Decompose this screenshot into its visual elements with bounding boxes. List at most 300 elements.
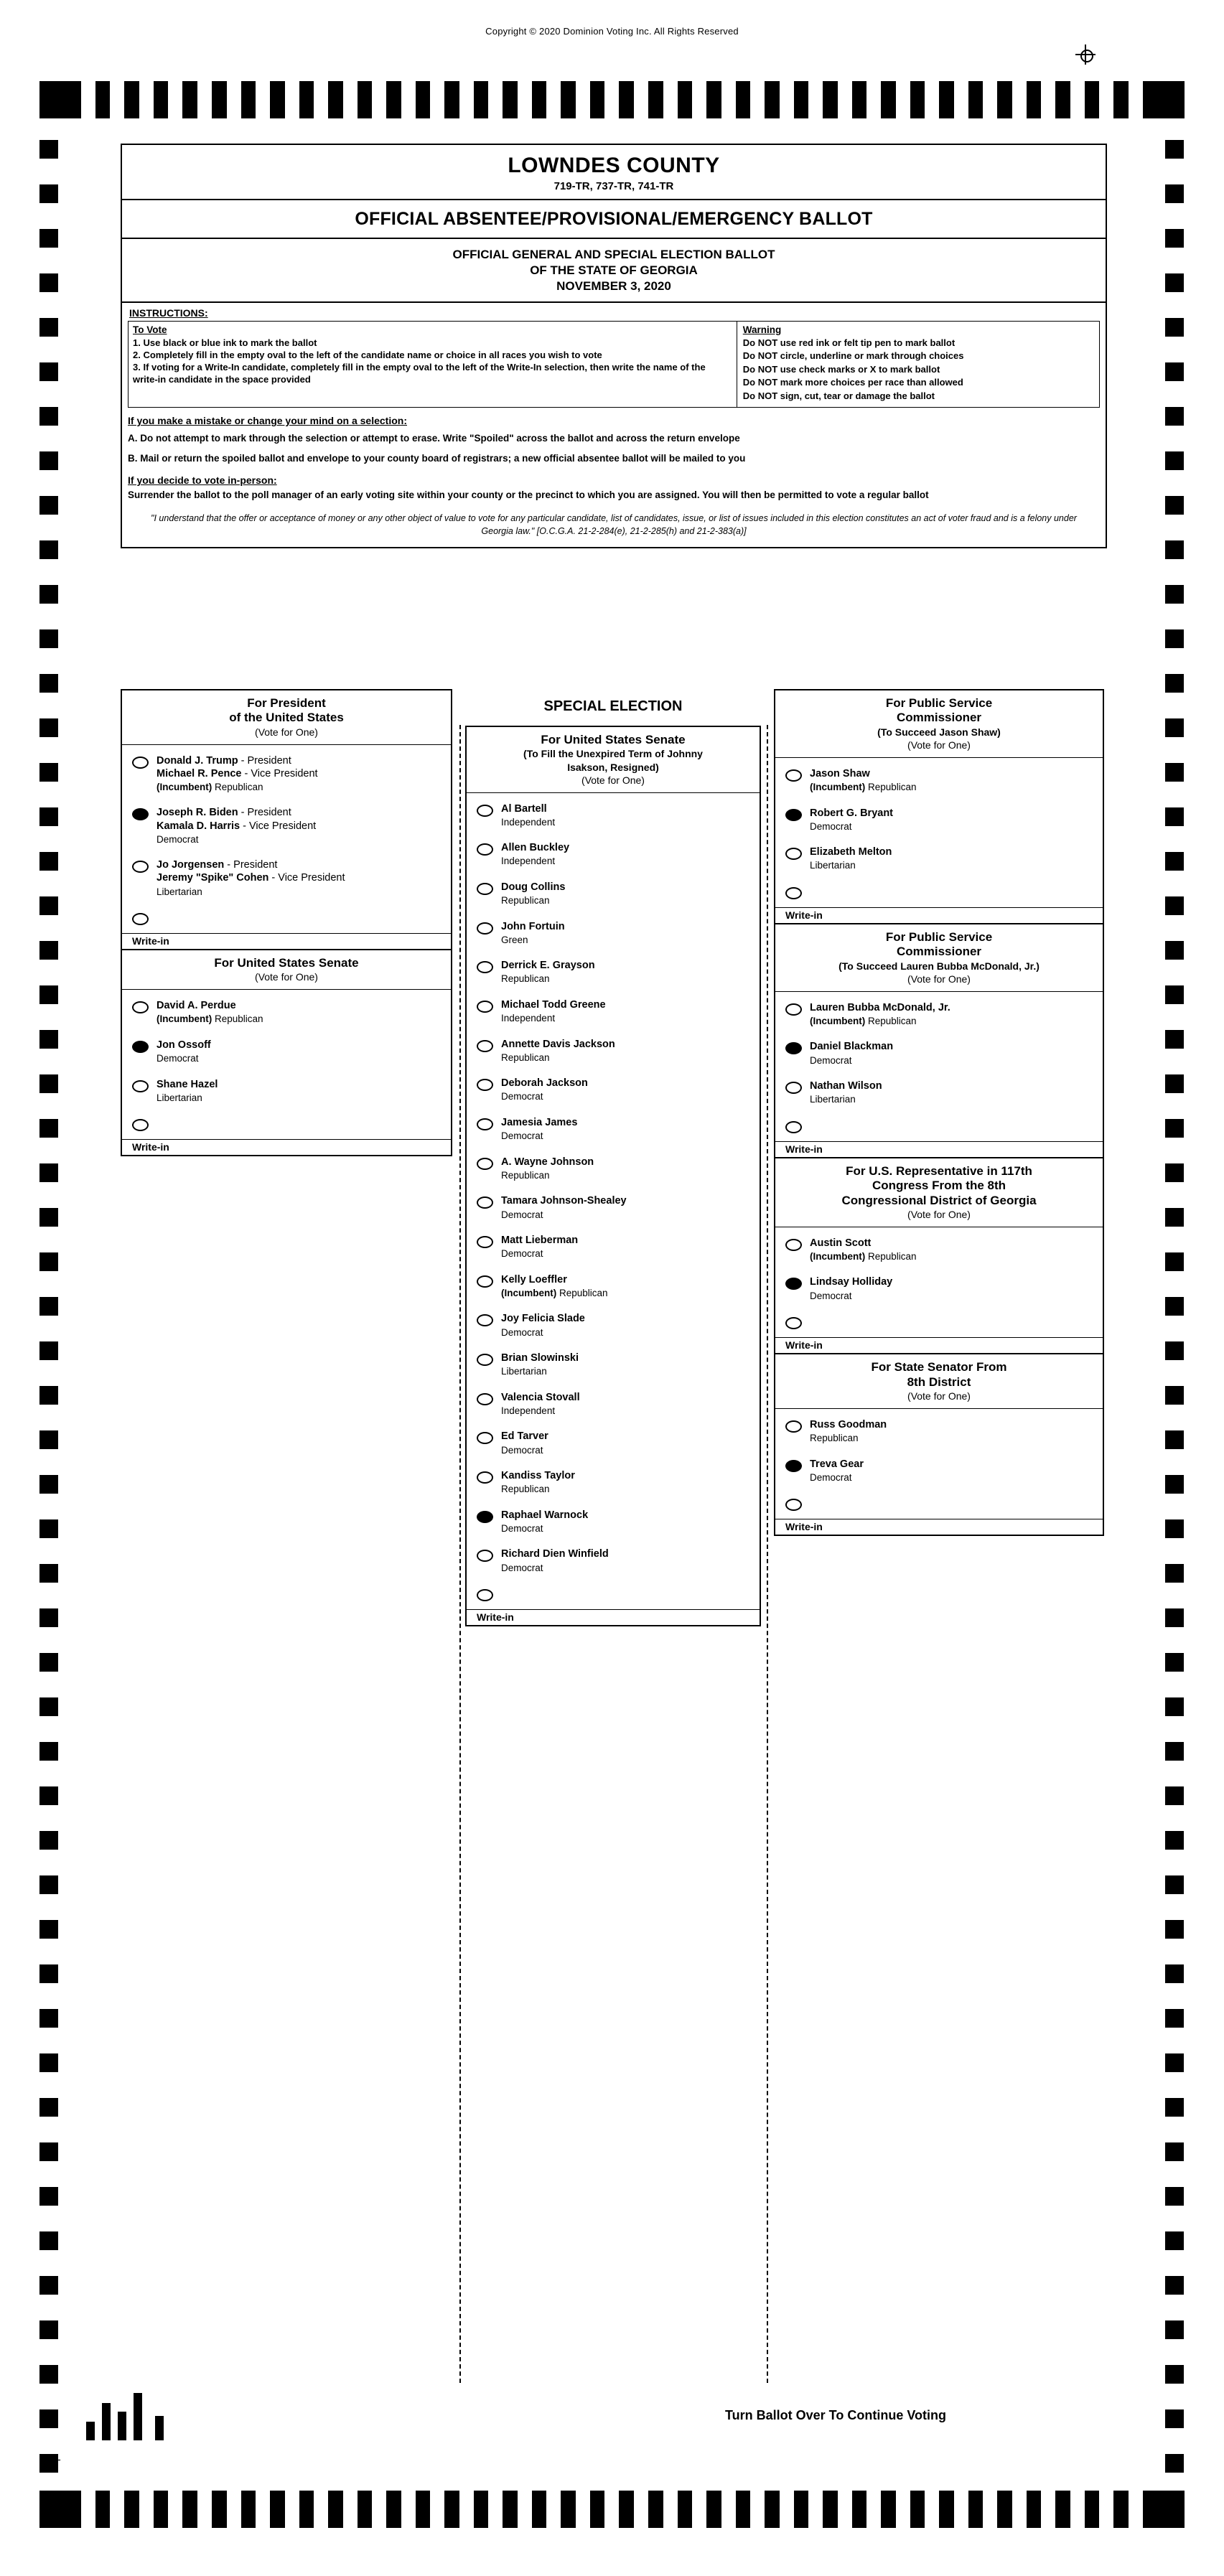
oval-empty-icon[interactable] bbox=[477, 1432, 493, 1444]
party-affiliation: Democrat bbox=[501, 1209, 543, 1220]
choice-text bbox=[810, 1079, 1098, 1106]
party-affiliation: Democrat bbox=[501, 1522, 543, 1534]
party-affiliation: (Incumbent) Republican bbox=[810, 1250, 917, 1262]
warning-line-4: Do NOT mark more choices per race than allowed bbox=[742, 377, 963, 388]
vote-for-instruction: (Vote for One) bbox=[581, 774, 645, 786]
ballot-choice[interactable] bbox=[122, 1032, 451, 1072]
in-person-heading: If you decide to vote in-person: bbox=[128, 474, 277, 486]
contest-title-line: Congressional District of Georgia bbox=[841, 1193, 1037, 1207]
ballot-column-right bbox=[774, 689, 1104, 1536]
party-affiliation: Libertarian bbox=[156, 886, 202, 897]
oval-empty-icon[interactable] bbox=[477, 1040, 493, 1052]
choice-text bbox=[810, 846, 1098, 872]
timing-mark bbox=[1165, 1653, 1184, 1672]
to-vote-line-2: 2. Completely fill in the empty oval to the left of the candidate name or choice in all races you wish to vote bbox=[133, 350, 602, 361]
timing-mark bbox=[1165, 229, 1184, 248]
oval-empty-icon[interactable] bbox=[477, 1471, 493, 1484]
choice-text bbox=[810, 1315, 1098, 1326]
contest bbox=[775, 1158, 1103, 1354]
choice-text bbox=[501, 1038, 755, 1064]
timing-mark bbox=[39, 1697, 58, 1716]
timing-mark bbox=[39, 2409, 58, 2428]
oval-empty-icon[interactable] bbox=[477, 1589, 493, 1601]
timing-mark bbox=[1165, 451, 1184, 470]
candidate-name: Doug Collins bbox=[501, 881, 566, 893]
contest bbox=[467, 727, 760, 1625]
ballot-choice[interactable] bbox=[775, 1490, 1103, 1517]
oval-empty-icon[interactable] bbox=[477, 843, 493, 856]
timing-marks-top bbox=[39, 81, 1185, 118]
county-block bbox=[122, 145, 1106, 200]
timing-mark bbox=[39, 1074, 58, 1093]
timing-marks-left bbox=[39, 140, 58, 2498]
timing-mark bbox=[1165, 718, 1184, 737]
party-affiliation: Republican bbox=[501, 895, 550, 907]
oval-filled-icon[interactable] bbox=[785, 809, 802, 821]
contest-title-line: Commissioner bbox=[896, 711, 982, 725]
timing-mark bbox=[1165, 273, 1184, 292]
timing-mark bbox=[1165, 2365, 1184, 2384]
timing-mark bbox=[1165, 1742, 1184, 1761]
oval-empty-icon[interactable] bbox=[477, 1001, 493, 1013]
timing-mark bbox=[1165, 807, 1184, 826]
ballot-choice[interactable] bbox=[467, 1070, 760, 1110]
contest-title-line: Congress From the 8th bbox=[872, 1179, 1006, 1193]
ballot-choice[interactable] bbox=[467, 1306, 760, 1345]
ballot-choice[interactable] bbox=[775, 839, 1103, 879]
candidate-name: Nathan Wilson bbox=[810, 1080, 882, 1092]
timing-mark bbox=[39, 362, 58, 381]
party-affiliation: (Incumbent) Republican bbox=[501, 1287, 608, 1298]
column-separator-right bbox=[767, 725, 768, 2383]
timing-mark bbox=[1165, 1608, 1184, 1627]
write-in-line[interactable] bbox=[810, 1119, 1098, 1130]
candidate-name: Deborah Jackson bbox=[501, 1077, 588, 1090]
ballot-choice[interactable] bbox=[775, 995, 1103, 1034]
ballot-choice[interactable] bbox=[467, 1267, 760, 1306]
timing-mark bbox=[1165, 2231, 1184, 2250]
oval-empty-icon[interactable] bbox=[132, 913, 149, 925]
mistake-line-a: A. Do not attempt to mark through the selection or attempt to erase. Write "Spoiled" across the ballot and across the return envelope bbox=[128, 433, 740, 444]
contest bbox=[775, 924, 1103, 1158]
choice-list bbox=[775, 1227, 1103, 1337]
ballot-choice[interactable] bbox=[467, 1345, 760, 1385]
timing-mark bbox=[39, 1653, 58, 1672]
timing-mark bbox=[39, 1297, 58, 1316]
party-affiliation: (Incumbent) Republican bbox=[810, 1015, 917, 1026]
timing-mark bbox=[39, 540, 58, 559]
choice-text bbox=[501, 1077, 755, 1103]
choice-text bbox=[501, 1273, 755, 1300]
mistake-line-b: B. Mail or return the spoiled ballot and envelope to your county board of registrars; a new official absentee ballot will be mailed to you bbox=[128, 452, 746, 464]
timing-mark bbox=[39, 896, 58, 915]
candidate-name: Robert G. Bryant bbox=[810, 807, 894, 819]
candidate-name: Jo Jorgensen - President bbox=[156, 859, 278, 871]
choice-list bbox=[122, 745, 451, 933]
ballot-choice[interactable] bbox=[122, 800, 451, 852]
oval-empty-icon[interactable] bbox=[785, 1121, 802, 1133]
county-name: LOWNDES COUNTY bbox=[508, 154, 720, 177]
contest-header bbox=[122, 950, 451, 990]
write-in-line[interactable] bbox=[156, 911, 447, 922]
contest-title-line: For State Senator From bbox=[871, 1360, 1007, 1374]
ballot-choice[interactable] bbox=[467, 952, 760, 992]
party-affiliation: Democrat bbox=[501, 1248, 543, 1260]
candidate-name: Jon Ossoff bbox=[156, 1039, 211, 1052]
choice-text bbox=[501, 1234, 755, 1260]
oval-filled-icon[interactable] bbox=[132, 808, 149, 820]
election-subtitle-2: OF THE STATE OF GEORGIA bbox=[530, 263, 698, 277]
ballot-choice[interactable] bbox=[467, 1580, 760, 1608]
oval-empty-icon[interactable] bbox=[477, 805, 493, 817]
party-affiliation: Republican bbox=[501, 1052, 550, 1063]
mistake-heading: If you make a mistake or change your mind on a selection: bbox=[128, 415, 407, 427]
contest bbox=[122, 690, 451, 950]
ballot-choice[interactable] bbox=[467, 1149, 760, 1189]
ballot-choice[interactable] bbox=[467, 1227, 760, 1267]
ballot-choice[interactable] bbox=[775, 1412, 1103, 1451]
vote-for-instruction: (Vote for One) bbox=[907, 739, 971, 751]
choice-text bbox=[156, 754, 447, 794]
choice-text bbox=[810, 1119, 1098, 1130]
candidate-name: Jamesia James bbox=[501, 1117, 578, 1129]
timing-mark bbox=[39, 1163, 58, 1182]
contest-subtitle-line: (To Succeed Lauren Bubba McDonald, Jr.) bbox=[838, 960, 1040, 972]
timing-mark bbox=[1165, 1920, 1184, 1939]
ballot-choice[interactable] bbox=[467, 914, 760, 953]
oval-empty-icon[interactable] bbox=[132, 1001, 149, 1013]
candidate-name: Joy Felicia Slade bbox=[501, 1313, 585, 1325]
oval-empty-icon[interactable] bbox=[785, 1317, 802, 1329]
oval-empty-icon[interactable] bbox=[785, 1420, 802, 1433]
write-in-label: Write-in bbox=[122, 933, 451, 949]
choice-text bbox=[156, 999, 447, 1026]
contest-title-line: For U.S. Representative in 117th bbox=[846, 1163, 1032, 1178]
warning-line-1: Do NOT use red ink or felt tip pen to mark ballot bbox=[742, 337, 956, 348]
ballot-choice[interactable] bbox=[775, 879, 1103, 906]
ballot-choice[interactable] bbox=[467, 1463, 760, 1502]
contest-header bbox=[775, 1158, 1103, 1227]
timing-mark bbox=[1165, 1341, 1184, 1360]
contest-title-line: 8th District bbox=[907, 1374, 971, 1389]
running-mate-name: Jeremy "Spike" Cohen - Vice President bbox=[156, 872, 345, 884]
timing-mark bbox=[1165, 2142, 1184, 2161]
oval-empty-icon[interactable] bbox=[477, 922, 493, 935]
candidate-name: Michael Todd Greene bbox=[501, 999, 606, 1011]
timing-mark bbox=[1165, 585, 1184, 604]
choice-text bbox=[156, 1039, 447, 1065]
timing-mark bbox=[39, 1430, 58, 1449]
party-affiliation: Republican bbox=[501, 1169, 550, 1181]
oval-empty-icon[interactable] bbox=[477, 1118, 493, 1130]
candidate-name: Joseph R. Biden - President bbox=[156, 807, 291, 819]
party-affiliation: Democrat bbox=[156, 1053, 199, 1064]
timing-mark bbox=[1165, 1697, 1184, 1716]
official-title: OFFICIAL ABSENTEE/PROVISIONAL/EMERGENCY BALLOT bbox=[355, 209, 873, 229]
timing-mark bbox=[39, 585, 58, 604]
ballot-choice[interactable] bbox=[467, 1188, 760, 1227]
party-affiliation: Republican bbox=[501, 973, 550, 985]
timing-mark bbox=[1165, 1163, 1184, 1182]
timing-mark bbox=[1165, 1297, 1184, 1316]
choice-text bbox=[501, 1430, 755, 1456]
timing-mark bbox=[39, 496, 58, 515]
ballot-choice[interactable] bbox=[122, 904, 451, 932]
timing-mark bbox=[1165, 1208, 1184, 1227]
contest-title-line: For United States Senate bbox=[214, 956, 359, 970]
ballot-barcode-left bbox=[86, 2390, 172, 2440]
candidate-name: Austin Scott bbox=[810, 1237, 872, 1249]
timing-mark bbox=[39, 1252, 58, 1271]
oval-empty-icon[interactable] bbox=[477, 1196, 493, 1209]
timing-mark bbox=[1165, 941, 1184, 960]
oval-empty-icon[interactable] bbox=[785, 1239, 802, 1251]
oval-empty-icon[interactable] bbox=[477, 1158, 493, 1170]
timing-mark bbox=[1165, 1475, 1184, 1494]
timing-mark bbox=[39, 985, 58, 1004]
timing-mark bbox=[39, 2276, 58, 2295]
candidate-name: A. Wayne Johnson bbox=[501, 1156, 594, 1168]
ballot-choice[interactable] bbox=[122, 748, 451, 800]
timing-mark bbox=[39, 629, 58, 648]
timing-mark bbox=[39, 1742, 58, 1761]
turn-over-note: Turn Ballot Over To Continue Voting bbox=[725, 2408, 946, 2422]
candidate-name: Lauren Bubba McDonald, Jr. bbox=[810, 1001, 950, 1013]
oval-empty-icon[interactable] bbox=[785, 848, 802, 860]
contest-title-line: of the United States bbox=[229, 711, 344, 725]
oval-empty-icon[interactable] bbox=[785, 1499, 802, 1511]
ballot-choice[interactable] bbox=[467, 1541, 760, 1580]
choice-text bbox=[810, 1001, 1098, 1028]
oval-empty-icon[interactable] bbox=[785, 769, 802, 782]
ballot-choice[interactable] bbox=[467, 1110, 760, 1149]
ballot-choice[interactable] bbox=[467, 1385, 760, 1424]
ballot-choice[interactable] bbox=[122, 1110, 451, 1138]
ballot-choice[interactable] bbox=[775, 1113, 1103, 1140]
timing-mark bbox=[39, 674, 58, 693]
timing-mark bbox=[1165, 1074, 1184, 1093]
instructions-label: INSTRUCTIONS: bbox=[129, 307, 208, 319]
oval-empty-icon[interactable] bbox=[785, 887, 802, 899]
timing-mark bbox=[1165, 1386, 1184, 1405]
choice-text bbox=[810, 1458, 1098, 1484]
timing-mark bbox=[1165, 852, 1184, 871]
oval-empty-icon[interactable] bbox=[132, 1119, 149, 1131]
ballot-choice[interactable] bbox=[775, 1073, 1103, 1113]
ballot-choice[interactable] bbox=[467, 796, 760, 835]
ballot-choice[interactable] bbox=[467, 992, 760, 1031]
timing-mark bbox=[39, 1608, 58, 1627]
ballot-choice[interactable] bbox=[467, 1423, 760, 1463]
oval-empty-icon[interactable] bbox=[477, 1236, 493, 1248]
candidate-name: Brian Slowinski bbox=[501, 1352, 579, 1364]
party-affiliation: (Incumbent) Republican bbox=[156, 1013, 263, 1025]
oval-empty-icon[interactable] bbox=[477, 1393, 493, 1405]
contest-title-line: For United States Senate bbox=[541, 733, 686, 746]
contest-header bbox=[775, 690, 1103, 758]
timing-mark bbox=[39, 1564, 58, 1583]
ballot-choice[interactable] bbox=[775, 1451, 1103, 1491]
oval-empty-icon[interactable] bbox=[785, 1082, 802, 1094]
timing-mark bbox=[1165, 2409, 1184, 2428]
party-affiliation: Independent bbox=[501, 816, 556, 828]
party-affiliation: Democrat bbox=[501, 1326, 543, 1338]
timing-mark bbox=[1165, 2098, 1184, 2117]
contest-header bbox=[122, 690, 451, 745]
timing-mark bbox=[39, 273, 58, 292]
choice-text bbox=[501, 1509, 755, 1535]
ballot-choice[interactable] bbox=[775, 1308, 1103, 1336]
write-in-line[interactable] bbox=[810, 1497, 1098, 1508]
choice-text bbox=[810, 767, 1098, 794]
oval-filled-icon[interactable] bbox=[132, 1041, 149, 1053]
warning-line-3: Do NOT use check marks or X to mark ballot bbox=[742, 363, 940, 375]
timing-mark bbox=[1165, 1519, 1184, 1538]
oval-empty-icon[interactable] bbox=[477, 1275, 493, 1288]
choice-text bbox=[501, 959, 755, 985]
choice-text bbox=[810, 1418, 1098, 1445]
oval-empty-icon[interactable] bbox=[477, 1354, 493, 1366]
choice-text bbox=[501, 802, 755, 829]
alignment-plus-mark: + bbox=[54, 2453, 61, 2467]
choice-text bbox=[156, 858, 447, 898]
ballot-choice[interactable] bbox=[122, 1072, 451, 1111]
timing-mark bbox=[39, 229, 58, 248]
party-affiliation: Libertarian bbox=[810, 860, 856, 871]
precinct-list: 719-TR, 737-TR, 741-TR bbox=[553, 180, 674, 192]
oval-empty-icon[interactable] bbox=[132, 1080, 149, 1092]
timing-mark bbox=[39, 1119, 58, 1138]
timing-mark bbox=[1165, 2053, 1184, 2072]
ballot-choice[interactable] bbox=[775, 1269, 1103, 1308]
oval-filled-icon[interactable] bbox=[785, 1460, 802, 1472]
write-in-label: Write-in bbox=[775, 1337, 1103, 1353]
timing-mark bbox=[1165, 2009, 1184, 2028]
timing-mark bbox=[39, 451, 58, 470]
ballot-choice[interactable] bbox=[122, 993, 451, 1032]
ballot-choice[interactable] bbox=[467, 874, 760, 914]
candidate-name: David A. Perdue bbox=[156, 1000, 236, 1012]
choice-list bbox=[122, 990, 451, 1139]
oval-empty-icon[interactable] bbox=[477, 1079, 493, 1091]
candidate-name: Ed Tarver bbox=[501, 1430, 548, 1443]
ballot-choice[interactable] bbox=[467, 835, 760, 874]
timing-mark bbox=[1165, 896, 1184, 915]
party-affiliation: Libertarian bbox=[156, 1092, 202, 1103]
oval-filled-icon[interactable] bbox=[785, 1278, 802, 1290]
choice-text bbox=[501, 1194, 755, 1221]
ballot-choice[interactable] bbox=[775, 800, 1103, 840]
candidate-name: Annette Davis Jackson bbox=[501, 1038, 615, 1050]
contest-subtitle-line: (To Fill the Unexpired Term of Johnny bbox=[523, 748, 703, 760]
warning-heading: Warning bbox=[742, 324, 782, 335]
timing-mark bbox=[39, 2053, 58, 2072]
party-affiliation: Democrat bbox=[501, 1444, 543, 1456]
ballot-choice[interactable] bbox=[467, 1502, 760, 1542]
candidate-name: Russ Goodman bbox=[810, 1418, 887, 1430]
timing-marks-bottom bbox=[39, 2491, 1185, 2528]
oval-empty-icon[interactable] bbox=[477, 961, 493, 973]
ballot-choice[interactable] bbox=[775, 1034, 1103, 1073]
choice-text bbox=[501, 881, 755, 907]
oval-empty-icon[interactable] bbox=[477, 883, 493, 895]
oval-empty-icon[interactable] bbox=[477, 1550, 493, 1562]
candidate-name: Matt Lieberman bbox=[501, 1235, 579, 1247]
timing-mark bbox=[1165, 407, 1184, 426]
timing-mark bbox=[39, 184, 58, 203]
column-separator-left bbox=[459, 725, 461, 2383]
timing-mark bbox=[1165, 1831, 1184, 1850]
timing-mark bbox=[39, 1831, 58, 1850]
candidate-name: Al Bartell bbox=[501, 802, 547, 815]
contest bbox=[775, 1354, 1103, 1535]
oval-filled-icon[interactable] bbox=[477, 1511, 493, 1523]
ballot-barcode-right bbox=[380, 2404, 402, 2439]
oval-empty-icon[interactable] bbox=[132, 861, 149, 873]
write-in-line[interactable] bbox=[810, 885, 1098, 896]
choice-text bbox=[156, 911, 447, 922]
candidate-name: Elizabeth Melton bbox=[810, 846, 892, 858]
contest bbox=[122, 950, 451, 1155]
oval-filled-icon[interactable] bbox=[785, 1042, 802, 1054]
candidate-name: Raphael Warnock bbox=[501, 1509, 589, 1521]
party-affiliation: Democrat bbox=[810, 1054, 852, 1066]
ballot-choice[interactable] bbox=[122, 852, 451, 904]
choice-text bbox=[501, 998, 755, 1025]
oval-empty-icon[interactable] bbox=[785, 1003, 802, 1016]
timing-mark bbox=[39, 941, 58, 960]
choice-text bbox=[501, 1352, 755, 1378]
contest-subtitle-line: (To Succeed Jason Shaw) bbox=[877, 726, 1001, 738]
timing-mark bbox=[1165, 1430, 1184, 1449]
timing-marks-right bbox=[1165, 140, 1184, 2498]
choice-list bbox=[467, 793, 760, 1609]
timing-mark bbox=[39, 2009, 58, 2028]
choice-text bbox=[810, 1237, 1098, 1263]
to-vote-panel bbox=[129, 322, 737, 407]
ballot-choice[interactable] bbox=[775, 1230, 1103, 1270]
warning-line-2: Do NOT circle, underline or mark through choices bbox=[742, 350, 964, 362]
oval-empty-icon[interactable] bbox=[477, 1314, 493, 1326]
party-affiliation: Democrat bbox=[501, 1562, 543, 1573]
write-in-line[interactable] bbox=[156, 1117, 447, 1128]
registration-circle-icon bbox=[1080, 50, 1093, 62]
ballot-choice[interactable] bbox=[467, 1031, 760, 1071]
timing-mark bbox=[1165, 1564, 1184, 1583]
party-affiliation: Independent bbox=[501, 1013, 556, 1024]
timing-mark bbox=[1165, 496, 1184, 515]
oval-empty-icon[interactable] bbox=[132, 757, 149, 769]
ballot-column-left bbox=[121, 689, 452, 1156]
candidate-name: John Fortuin bbox=[501, 920, 565, 932]
timing-mark bbox=[39, 1964, 58, 1983]
write-in-line[interactable] bbox=[810, 1315, 1098, 1326]
contest-header bbox=[775, 924, 1103, 992]
write-in-line[interactable] bbox=[501, 1587, 755, 1598]
timing-mark bbox=[39, 852, 58, 871]
party-affiliation: Independent bbox=[501, 1405, 556, 1416]
timing-mark bbox=[1165, 1875, 1184, 1894]
official-title-block bbox=[122, 200, 1106, 239]
timing-mark bbox=[39, 763, 58, 782]
timing-mark bbox=[39, 1786, 58, 1805]
choice-text bbox=[501, 1469, 755, 1496]
timing-mark bbox=[39, 1920, 58, 1939]
candidate-name: Daniel Blackman bbox=[810, 1041, 894, 1053]
candidate-name: Donald J. Trump - President bbox=[156, 754, 291, 767]
ballot-choice[interactable] bbox=[775, 761, 1103, 800]
candidate-name: Kandiss Taylor bbox=[501, 1470, 575, 1482]
